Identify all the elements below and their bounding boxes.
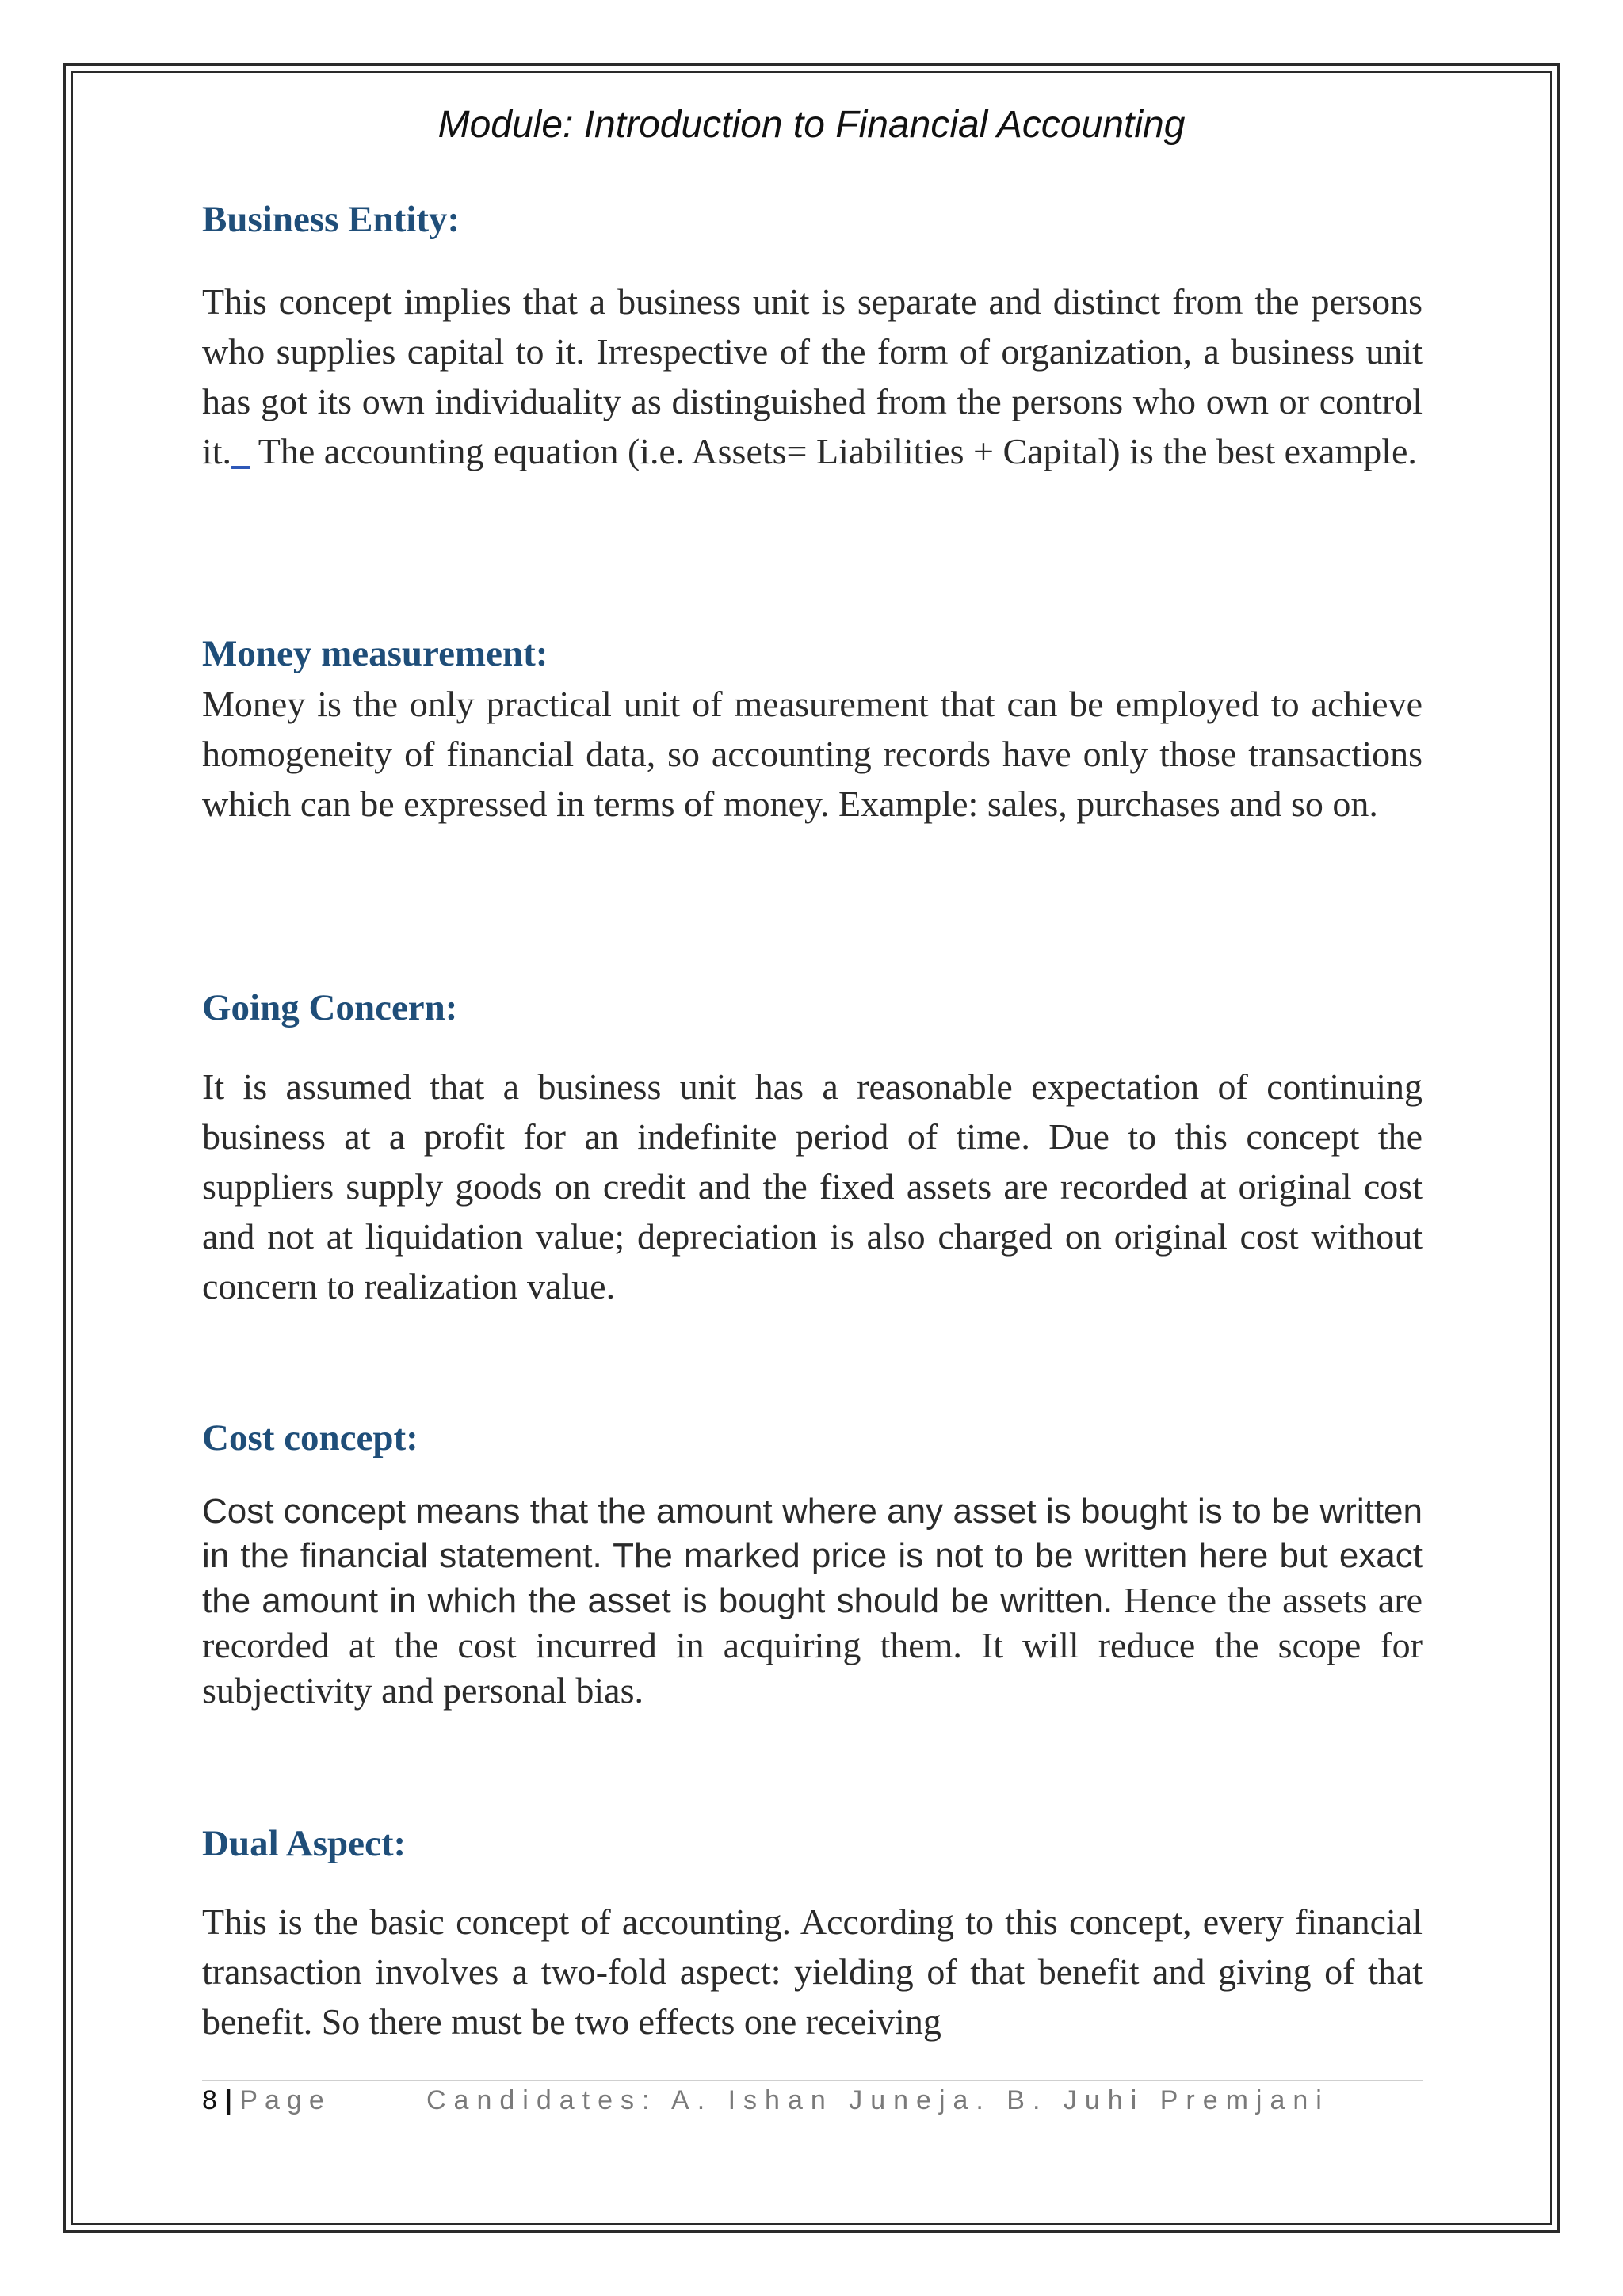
heading-dual-aspect: Dual Aspect:	[202, 1823, 407, 1864]
page-label: Page	[239, 2085, 331, 2115]
underscore-mark: _	[231, 431, 250, 471]
module-title: Module: Introduction to Financial Accounting	[437, 104, 1186, 146]
paragraph-dual-aspect: This is the basic concept of accounting. According to this concept, every financial transaction involves a two-fold aspect: yielding of that benefit and giving of that benefit. So there must be two effects one receiving	[202, 1901, 1423, 2042]
paragraph-business-entity	[202, 277, 1423, 476]
footer-candidates: Candidates: A. Ishan Juneja. B. Juhi Premjani	[426, 2085, 1330, 2115]
heading-business-entity: Business Entity:	[202, 199, 460, 240]
business-entity-text: This concept implies that a business unit is separate and distinct from the persons who supplies capital to it. Irrespective of the form of organization, a business unit has got its own individuality as distinguished from the persons who own or control it.	[202, 281, 1423, 471]
heading-cost-concept: Cost concept:	[202, 1417, 418, 1459]
paragraph-going-concern: It is assumed that a business unit has a reasonable expectation of continuing business at a profit for an indefinite period of time. Due to this concept the suppliers supply goods on credit and the fixed assets are recorded at original cost and not at liquidation value; depreciation is also charged on original cost without concern to realization value.	[202, 1066, 1423, 1306]
cost-concept-text-sans: Cost concept means that the amount where any asset is bought is to be written in the financial statement. The marked price is not to be written here but exact the amount in which the asset is bought should be written.	[202, 1492, 1423, 1620]
heading-money-measurement: Money measurement:	[202, 633, 548, 674]
cost-concept-text-serif: Hence the assets are recorded at the cost incurred in acquiring them. It will reduce the scope for subjectivity and personal bias.	[202, 1580, 1423, 1711]
page-number: 8	[202, 2085, 217, 2115]
paragraph-cost-concept	[202, 1489, 1423, 1714]
footer-divider	[202, 2080, 1423, 2081]
business-entity-text-end: The accounting equation (i.e. Assets= Liabilities + Capital) is the best example.	[250, 431, 1417, 471]
heading-going-concern: Going Concern:	[202, 987, 458, 1028]
page-footer	[202, 2085, 1423, 2125]
paragraph-money-measurement: Money is the only practical unit of measurement that can be employed to achieve homogeneity of financial data, so accounting records have only those transactions which can be expressed in terms of money. Example: sales, purchases and so on.	[202, 684, 1423, 824]
footer-separator: |	[224, 2085, 232, 2115]
